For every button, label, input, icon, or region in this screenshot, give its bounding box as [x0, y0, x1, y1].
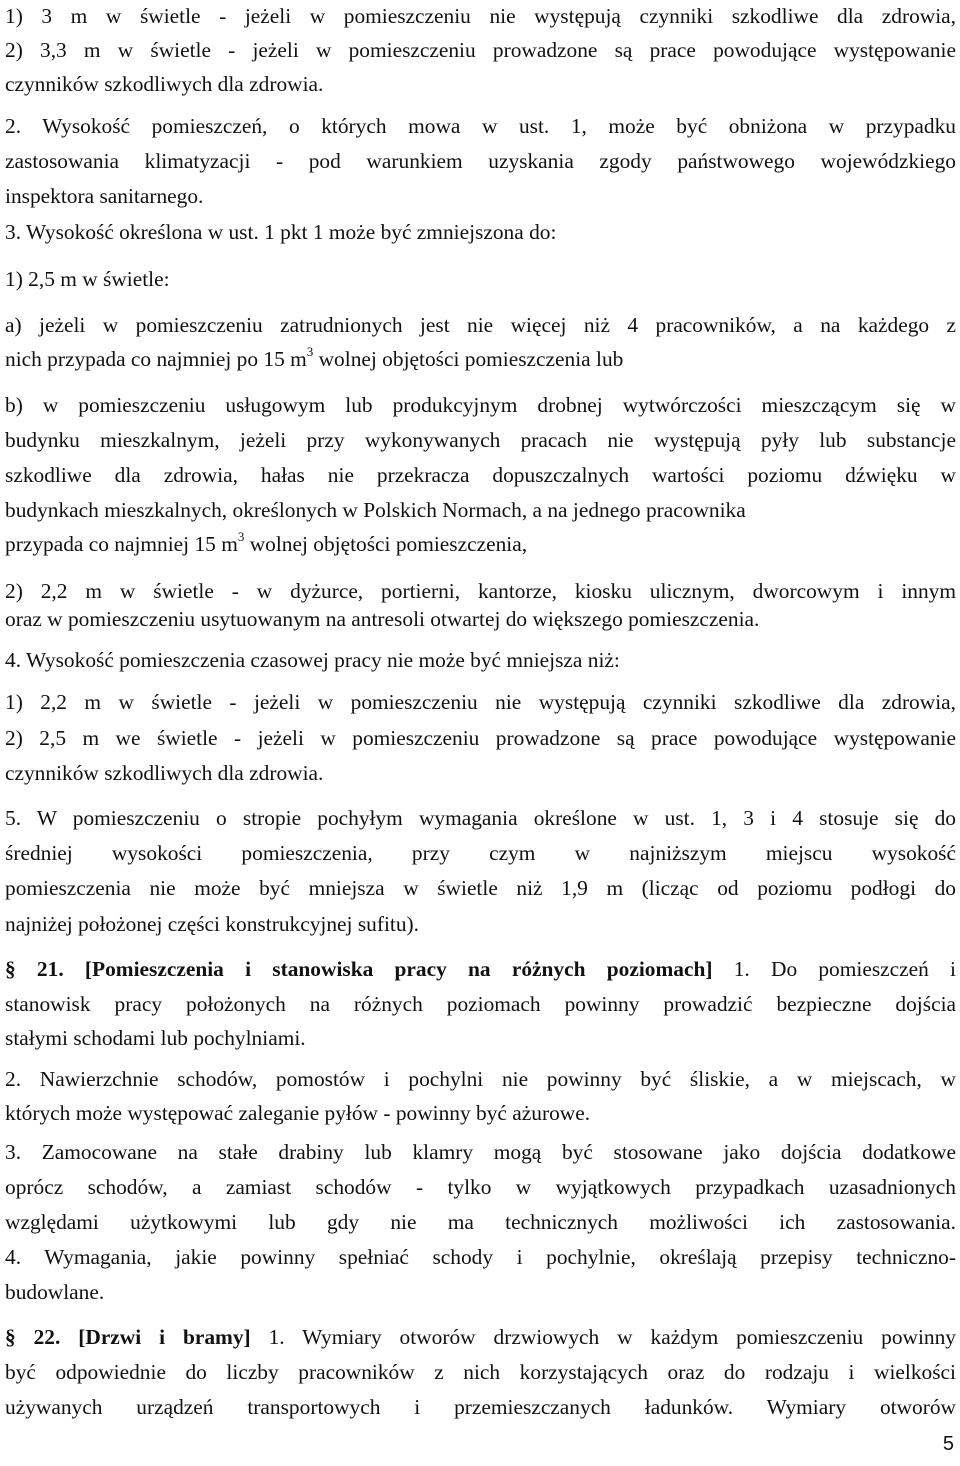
text-segment: stałymi schodami lub pochylniami. [5, 1026, 306, 1050]
text-line [5, 804, 956, 834]
text-segment: oprócz schodów, a zamiast schodów - tylko w wyjątkowych przypadkach uzasadnionych [5, 1175, 956, 1199]
text-line [5, 1138, 956, 1168]
text-line [5, 605, 956, 635]
text-segment: wolnej objętości pomieszczenia, [244, 532, 528, 556]
text-line [5, 1173, 956, 1203]
text-line [5, 646, 956, 676]
text-line [5, 1024, 956, 1054]
text-segment: używanych urządzeń transportowych i przemieszczanych ładunków. Wymiary otworów [5, 1395, 956, 1419]
text-segment: 1. Do pomieszczeń i [712, 957, 956, 981]
text-line [5, 496, 956, 526]
superscript: 3 [237, 529, 245, 544]
text-line [5, 1358, 956, 1388]
text-line [5, 530, 956, 560]
text-segment: nich przypada co najmniej po 15 m [5, 347, 307, 371]
text-line [5, 36, 956, 66]
text-line [5, 1278, 956, 1308]
text-segment: 2) 2,5 m we świetle - jeżeli w pomieszczeniu prowadzone są prace powodujące występowanie [5, 726, 956, 750]
text-segment: wolnej objętości pomieszczenia lub [313, 347, 624, 371]
text-line [5, 1323, 956, 1353]
text-line [5, 910, 956, 940]
text-segment: 2. Nawierzchnie schodów, pomostów i pochylni nie powinny być śliskie, a w miejscach, w [5, 1067, 956, 1091]
text-segment: 1) 2,5 m w świetle: [5, 267, 170, 291]
text-segment: 1) 2,2 m w świetle - jeżeli w pomieszczeniu nie występują czynniki szkodliwe dla zdrowia, [5, 690, 956, 714]
text-segment: 2. Wysokość pomieszczeń, o których mowa w ust. 1, może być obniżona w przypadku [5, 114, 956, 138]
text-segment: inspektora sanitarnego. [5, 184, 204, 208]
text-segment: zastosowania klimatyzacji - pod warunkiem uzyskania zgody państwowego wojewódzkiego [5, 149, 956, 173]
text-line [5, 2, 956, 32]
text-line [5, 990, 956, 1020]
text-line [5, 70, 956, 100]
text-line [5, 839, 956, 869]
text-line [5, 1099, 956, 1129]
text-segment: 4. Wymagania, jakie powinny spełniać schody i pochylnie, określają przepisy techniczno- [5, 1245, 956, 1269]
text-segment: przypada co najmniej 15 m [5, 532, 238, 556]
text-segment: 3. Wysokość określona w ust. 1 pkt 1 może być zmniejszona do: [5, 220, 557, 244]
text-line [5, 688, 956, 718]
text-line [5, 1208, 956, 1238]
text-segment: 3. Zamocowane na stałe drabiny lub klamry mogą być stosowane jako dojścia dodatkowe [5, 1140, 956, 1164]
superscript: 3 [306, 344, 314, 359]
text-line [5, 461, 956, 491]
text-segment: oraz w pomieszczeniu usytuowanym na antresoli otwartej do większego pomieszczenia. [5, 607, 760, 631]
text-segment: 5. W pomieszczeniu o stropie pochyłym wymagania określone w ust. 1, 3 i 4 stosuje się do [5, 806, 956, 830]
text-line [5, 426, 956, 456]
text-line [5, 759, 956, 789]
text-segment: budowlane. [5, 1280, 105, 1304]
text-line [5, 265, 956, 295]
text-line [5, 218, 956, 248]
text-line [5, 1393, 956, 1423]
text-segment: względami użytkowymi lub gdy nie ma technicznych możliwości ich zastosowania. [5, 1210, 956, 1234]
text-line [5, 112, 956, 142]
text-segment: stanowisk pracy położonych na różnych poziomach powinny prowadzić bezpieczne dojścia [5, 992, 956, 1016]
text-line [5, 724, 956, 754]
text-segment: pomieszczenia nie może być mniejsza w świetle niż 1,9 m (licząc od poziomu podłogi do [5, 876, 956, 900]
text-segment: 2) 2,2 m w świetle - w dyżurce, portierni, kantorze, kiosku ulicznym, dworcowym i innym [5, 579, 956, 603]
text-segment: b) w pomieszczeniu usługowym lub produkcyjnym drobnej wytwórczości mieszczącym się w [5, 393, 956, 417]
section-heading: § 21. [Pomieszczenia i stanowiska pracy na różnych poziomach] [5, 957, 713, 981]
text-line [5, 874, 956, 904]
text-segment: a) jeżeli w pomieszczeniu zatrudnionych jest nie więcej niż 4 pracowników, a na każdego z [5, 313, 956, 337]
text-line [5, 391, 956, 421]
text-segment: być odpowiednie do liczby pracowników z nich korzystających oraz do rodzaju i wielkości [5, 1360, 956, 1384]
text-segment: 1) 3 m w świetle - jeżeli w pomieszczeniu nie występują czynniki szkodliwe dla zdrowia, [5, 4, 956, 28]
text-segment: szkodliwe dla zdrowia, hałas nie przekracza dopuszczalnych wartości poziomu dźwięku w [5, 463, 956, 487]
text-line [5, 147, 956, 177]
text-segment: średniej wysokości pomieszczenia, przy czym w najniższym miejscu wysokość [5, 841, 956, 865]
text-segment: 2) 3,3 m w świetle - jeżeli w pomieszczeniu prowadzone są prace powodujące występowanie [5, 38, 956, 62]
text-segment: budynku mieszkalnym, jeżeli przy wykonywanych pracach nie występują pyły lub substancje [5, 428, 956, 452]
text-line [5, 577, 956, 607]
text-line [5, 182, 956, 212]
text-segment: czynników szkodliwych dla zdrowia. [5, 761, 324, 785]
section-heading: § 22. [Drzwi i bramy] [5, 1325, 251, 1349]
text-segment: 1. Wymiary otworów drzwiowych w każdym pomieszczeniu powinny [250, 1325, 956, 1349]
page-number: 5 [942, 1433, 954, 1455]
text-line [5, 1065, 956, 1095]
text-segment: budynkach mieszkalnych, określonych w Polskich Normach, a na jednego pracownika [5, 498, 746, 522]
text-line [5, 955, 956, 985]
text-segment: najniżej położonej części konstrukcyjnej sufitu). [5, 912, 420, 936]
text-segment: których może występować zaleganie pyłów - powinny być ażurowe. [5, 1101, 591, 1125]
text-segment: czynników szkodliwych dla zdrowia. [5, 72, 324, 96]
text-line [5, 345, 956, 375]
text-line [5, 1243, 956, 1273]
text-segment: 4. Wysokość pomieszczenia czasowej pracy nie może być mniejsza niż: [5, 648, 620, 672]
text-line [5, 311, 956, 341]
